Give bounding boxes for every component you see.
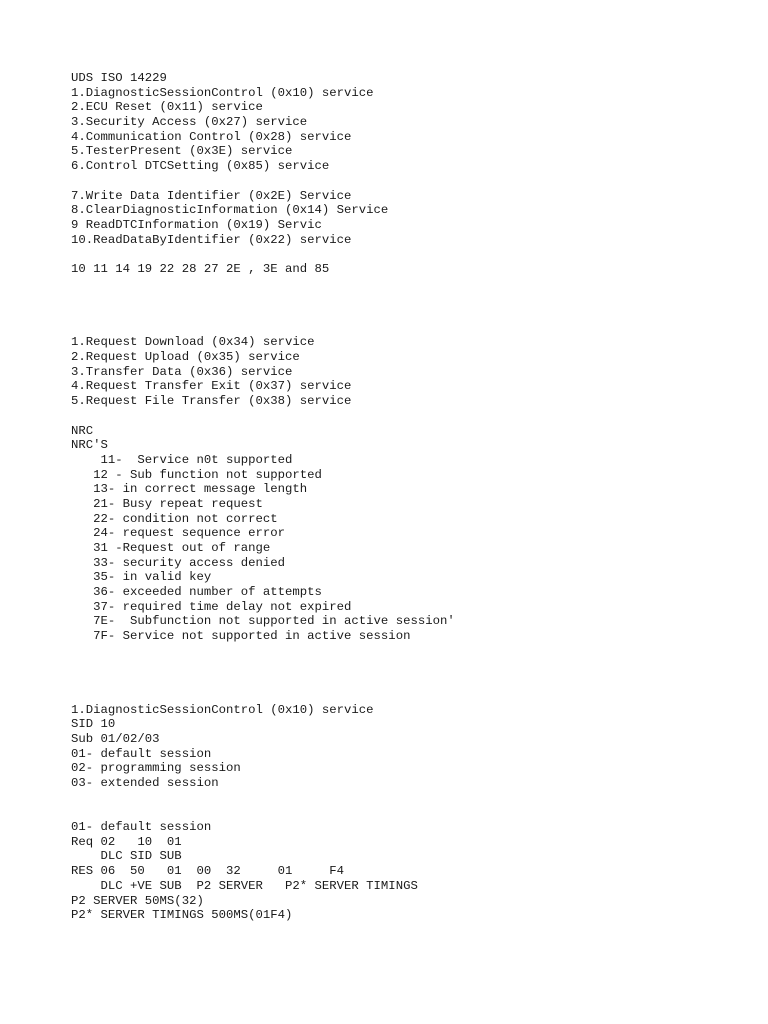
- nrc-item: 33- security access denied: [71, 555, 286, 570]
- service-list-item: 3.Security Access (0x27) service: [71, 115, 308, 130]
- blank-line: [71, 306, 751, 321]
- nrc-item: 31 -Request out of range: [71, 541, 271, 555]
- nrc-item: 12 - Sub function not supported: [71, 467, 322, 482]
- blank-line: [71, 644, 751, 659]
- blank-line: [71, 247, 751, 262]
- transfer-service-item: 2.Request Upload (0x35) service: [71, 350, 300, 365]
- nrc-item: 36- exceeded number of attempts: [71, 585, 322, 600]
- nrc-item: 11- Service n0t supported: [71, 452, 293, 467]
- blank-line: [71, 409, 751, 424]
- nrc-item: 7E- Subfunction not supported in active session': [71, 614, 455, 629]
- session-item: 02- programming session: [71, 761, 241, 776]
- service-list-item: 10.ReadDataByIdentifier (0x22) service: [71, 232, 352, 247]
- sid-summary: 10 11 14 19 22 28 27 2E , 3E and 85: [71, 261, 330, 276]
- response-legend: DLC +VE SUB P2 SERVER P2* SERVER TIMINGS: [71, 878, 418, 893]
- transfer-service-item: 5.Request File Transfer (0x38) service: [71, 394, 352, 409]
- nrc-heading: NRC: [71, 423, 94, 438]
- service-list-item: 6.Control DTCSetting (0x85) service: [71, 159, 330, 174]
- blank-line: [71, 291, 751, 306]
- service-list-item: 1.DiagnosticSessionControl (0x10) service: [71, 85, 374, 100]
- service-list-item: 5.TesterPresent (0x3E) service: [71, 144, 293, 159]
- nrc-item: 22- condition not correct: [71, 511, 278, 526]
- response-bytes: RES 06 50 01 00 32 01 F4: [71, 864, 345, 879]
- transfer-service-item: 3.Transfer Data (0x36) service: [71, 364, 293, 379]
- service-list-item: 4.Communication Control (0x28) service: [71, 129, 352, 144]
- blank-line: [71, 673, 751, 688]
- example-heading: 01- default session: [71, 820, 212, 835]
- nrc-item: 7F- Service not supported in active session: [71, 629, 411, 644]
- nrc-item: 37- required time delay not expired: [71, 599, 352, 614]
- nrc-item: 24- request sequence error: [71, 526, 286, 541]
- p2-server-note: P2 SERVER 50MS(32): [71, 893, 204, 908]
- document-body: [71, 71, 751, 923]
- blank-line: [71, 688, 751, 703]
- session-sub: Sub 01/02/03: [71, 731, 160, 746]
- request-legend: DLC SID SUB: [71, 849, 182, 864]
- nrc-item: 35- in valid key: [71, 570, 212, 585]
- doc-title: UDS ISO 14229: [71, 71, 167, 85]
- transfer-service-item: 1.Request Download (0x34) service: [71, 335, 315, 350]
- transfer-service-item: 4.Request Transfer Exit (0x37) service: [71, 379, 352, 394]
- blank-line: [71, 805, 751, 820]
- nrc-subheading: NRC'S: [71, 438, 108, 453]
- session-sid: SID 10: [71, 717, 116, 732]
- nrc-item: 13- in correct message length: [71, 482, 308, 497]
- service-list-item: 2.ECU Reset (0x11) service: [71, 100, 263, 115]
- session-section-title: 1.DiagnosticSessionControl (0x10) service: [71, 702, 374, 717]
- blank-line: [71, 791, 751, 806]
- blank-line: [71, 174, 751, 189]
- blank-line: [71, 659, 751, 674]
- nrc-item: 21- Busy repeat request: [71, 496, 263, 511]
- request-bytes: Req 02 10 01: [71, 834, 182, 849]
- service-list-item: 8.ClearDiagnosticInformation (0x14) Service: [71, 203, 389, 218]
- session-item: 03- extended session: [71, 776, 219, 790]
- service-list-item: 7.Write Data Identifier (0x2E) Service: [71, 188, 352, 203]
- service-list-item: 9 ReadDTCInformation (0x19) Servic: [71, 217, 322, 232]
- p2star-server-note: P2* SERVER TIMINGS 500MS(01F4): [71, 908, 293, 923]
- blank-line: [71, 277, 751, 292]
- blank-line: [71, 321, 751, 336]
- session-item: 01- default session: [71, 746, 212, 761]
